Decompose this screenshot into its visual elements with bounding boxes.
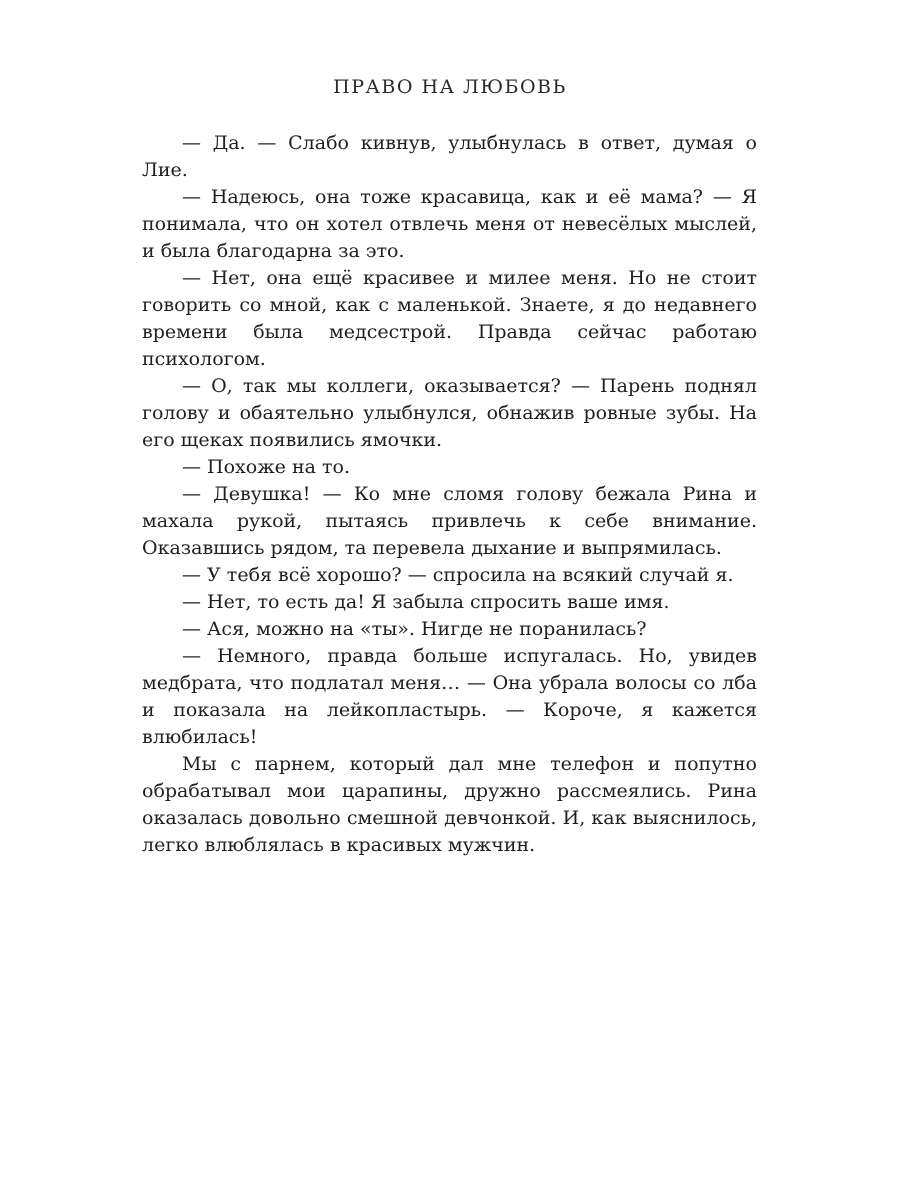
- paragraph: — Ася, можно на «ты». Нигде не поранилась?: [182, 618, 647, 640]
- paragraph: — Нет, она ещё красивее и милее меня. Но не стоит говорить со мной, как с маленькой. Знаете, я до недавнего времени была медсестрой. Правда сейчас работаю психологом.: [142, 267, 757, 370]
- paragraph: Мы с парнем, который дал мне телефон и попутно обрабатывал мои царапины, дружно рассмеялись. Рина оказалась довольно смешной девчонкой. И, как выяснилось, легко влюблялась в красивых мужчин.: [142, 753, 757, 856]
- paragraph: — Похоже на то.: [182, 456, 350, 478]
- paragraph: — Надеюсь, она тоже красавица, как и её мама? — Я понимала, что он хотел отвлечь меня от невесёлых мыслей, и была благодарна за это.: [142, 186, 757, 262]
- running-head: ПРАВО НА ЛЮБОВЬ: [333, 76, 567, 98]
- paragraph: — Да. — Слабо кивнув, улыбнулась в ответ, думая о Лие.: [142, 132, 757, 181]
- paragraph: — Девушка! — Ко мне сломя голову бежала Рина и махала рукой, пытаясь привлечь к себе внимание. Оказавшись рядом, та перевела дыхание и выпрямилась.: [142, 483, 757, 559]
- paragraph: — О, так мы коллеги, оказывается? — Парень поднял голову и обаятельно улыбнулся, обнажив ровные зубы. На его щеках появились ямочки.: [142, 375, 757, 451]
- paragraph: — Немного, правда больше испугалась. Но, увидев медбрата, что подлатал меня… — Она убрала волосы со лба и показала на лейкопластырь. — Короче, я кажется влюбилась!: [142, 645, 757, 748]
- paragraph: — Нет, то есть да! Я забыла спросить ваше имя.: [182, 591, 670, 613]
- body-text: [142, 130, 757, 859]
- paragraph: — У тебя всё хорошо? — спросила на всякий случай я.: [182, 564, 734, 586]
